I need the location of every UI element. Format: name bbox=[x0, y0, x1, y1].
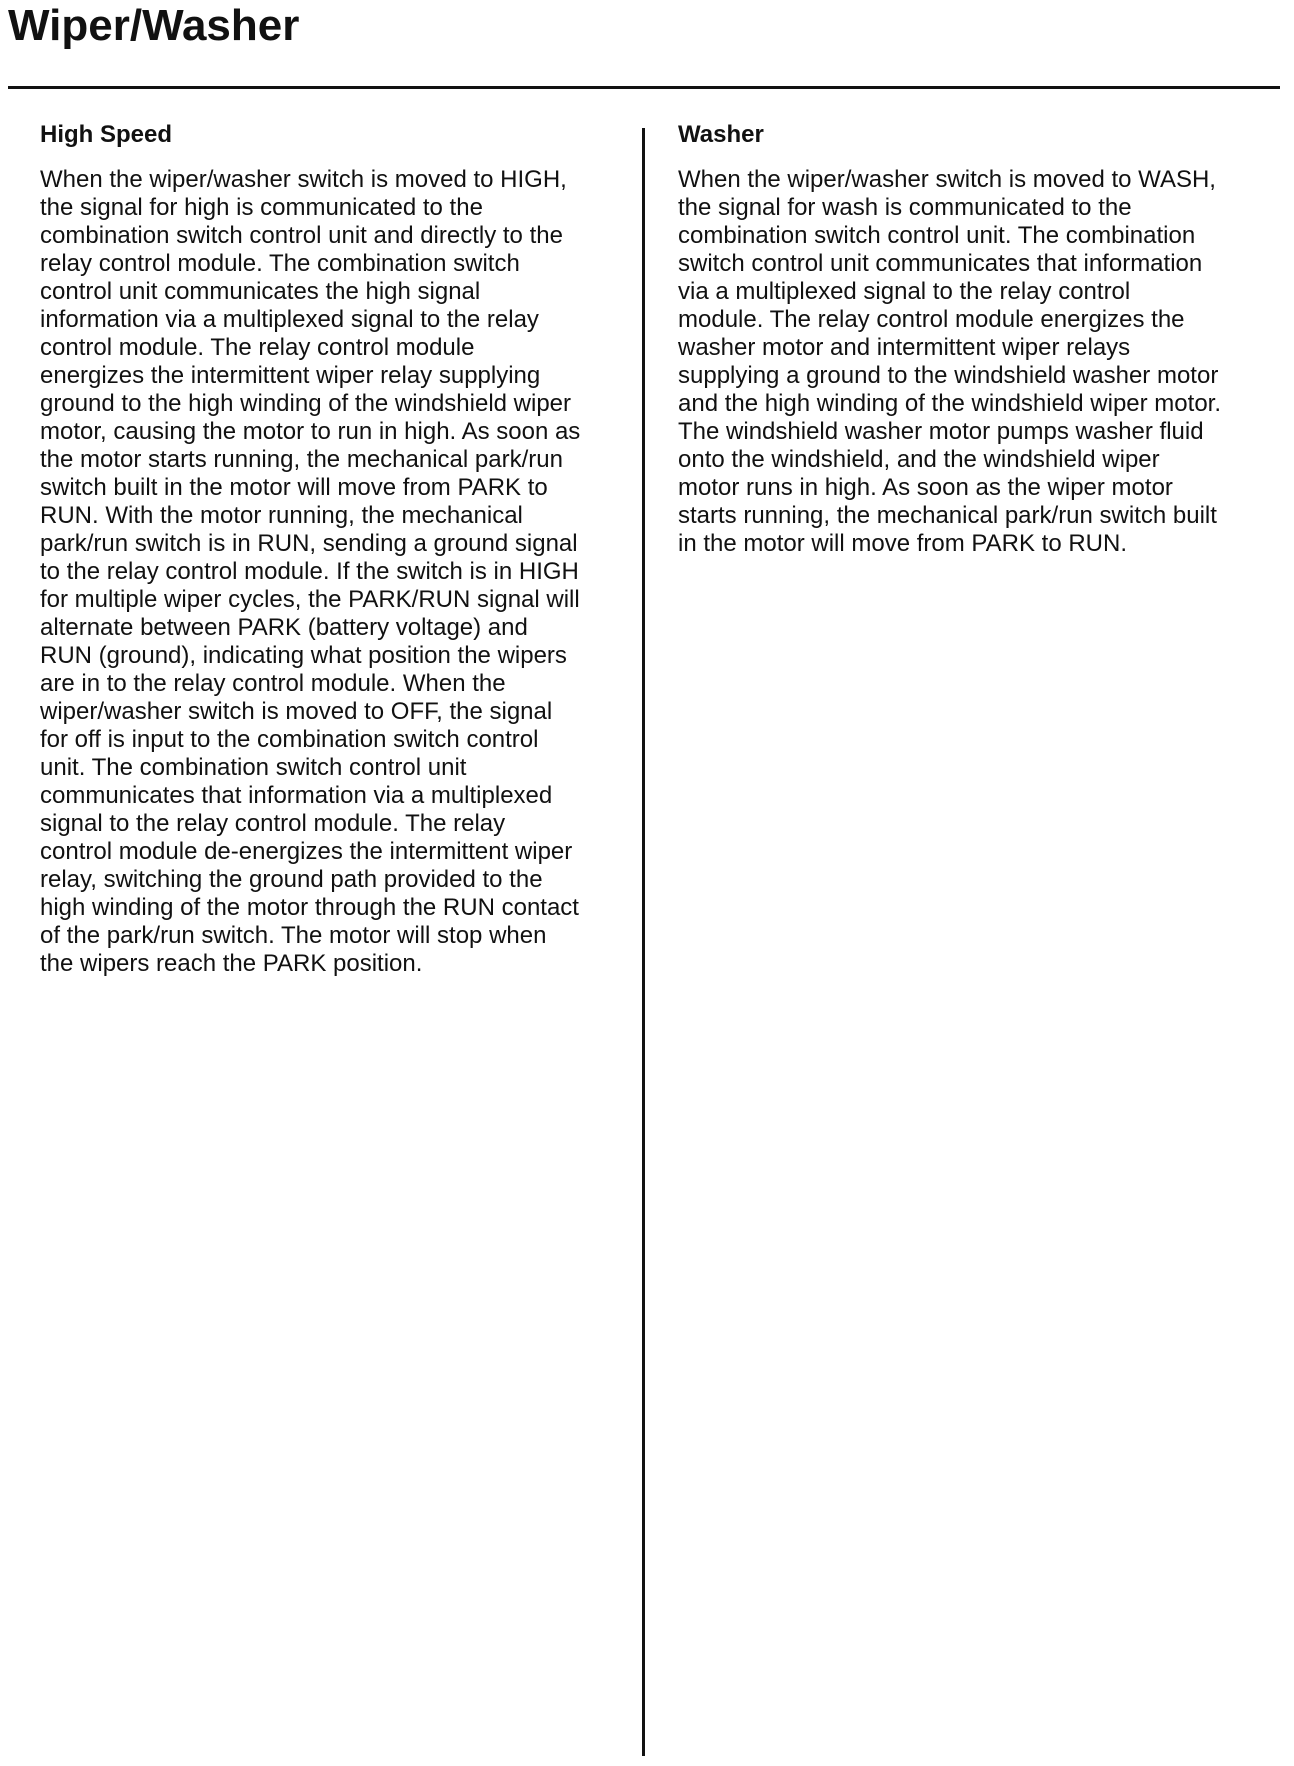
body-text-line: the motor starts running, the mechanical park/run bbox=[40, 446, 563, 473]
body-text-line: for multiple wiper cycles, the PARK/RUN signal will bbox=[40, 586, 580, 613]
washer-body bbox=[678, 166, 1278, 558]
body-text-line: washer motor and intermittent wiper relays bbox=[678, 334, 1131, 361]
high-speed-heading: High Speed bbox=[40, 121, 173, 148]
body-text-line: information via a multiplexed signal to the relay bbox=[40, 306, 539, 333]
body-text-line: motor, causing the motor to run in high. As soon as bbox=[40, 418, 581, 445]
body-text-line: of the park/run switch. The motor will stop when bbox=[40, 922, 547, 949]
body-text-line: switch control unit communicates that information bbox=[678, 250, 1203, 277]
body-text-line: RUN. With the motor running, the mechanical bbox=[40, 502, 523, 529]
body-text-line: control module. The relay control module bbox=[40, 334, 475, 361]
body-text-line: onto the windshield, and the windshield wiper bbox=[678, 446, 1160, 473]
body-text-line: control module de-energizes the intermittent wiper bbox=[40, 838, 573, 865]
body-text-line: switch built in the motor will move from PARK to bbox=[40, 474, 548, 501]
high-speed-section bbox=[40, 118, 620, 978]
body-text-line: starts running, the mechanical park/run switch built bbox=[678, 502, 1217, 529]
body-text-line: the signal for wash is communicated to the bbox=[678, 194, 1132, 221]
body-text-line: alternate between PARK (battery voltage) and bbox=[40, 614, 528, 641]
body-text-line: control unit communicates the high signal bbox=[40, 278, 481, 305]
body-text-line: in the motor will move from PARK to RUN. bbox=[678, 530, 1128, 557]
body-text-line: combination switch control unit and directly to the bbox=[40, 222, 563, 249]
body-text-line: unit. The combination switch control unit bbox=[40, 754, 467, 781]
high-speed-body bbox=[40, 166, 620, 978]
body-text-line: and the high winding of the windshield wiper motor. bbox=[678, 390, 1221, 417]
body-text-line: ground to the high winding of the windshield wiper bbox=[40, 390, 572, 417]
body-text-line: When the wiper/washer switch is moved to WASH, bbox=[678, 166, 1216, 193]
body-text-line: high winding of the motor through the RUN contact bbox=[40, 894, 579, 921]
body-text-line: communicates that information via a multiplexed bbox=[40, 782, 553, 809]
body-text-line: are in to the relay control module. When the bbox=[40, 670, 506, 697]
body-text-line: park/run switch is in RUN, sending a ground signal bbox=[40, 530, 578, 557]
body-text-line: signal to the relay control module. The relay bbox=[40, 810, 506, 837]
body-text-line: When the wiper/washer switch is moved to HIGH, bbox=[40, 166, 567, 193]
body-text-line: relay control module. The combination switch bbox=[40, 250, 520, 277]
body-text-line: wiper/washer switch is moved to OFF, the signal bbox=[40, 698, 553, 725]
washer-section bbox=[678, 118, 1278, 558]
body-text-line: module. The relay control module energizes the bbox=[678, 306, 1185, 333]
body-text-line: the wipers reach the PARK position. bbox=[40, 950, 423, 977]
body-text-line: relay, switching the ground path provided to the bbox=[40, 866, 543, 893]
body-text-line: supplying a ground to the windshield washer motor bbox=[678, 362, 1219, 389]
body-text-line: for off is input to the combination switch control bbox=[40, 726, 539, 753]
washer-heading: Washer bbox=[678, 121, 764, 148]
body-text-line: energizes the intermittent wiper relay supplying bbox=[40, 362, 541, 389]
body-text-line: The windshield washer motor pumps washer fluid bbox=[678, 418, 1204, 445]
body-text-line: RUN (ground), indicating what position the wipers bbox=[40, 642, 567, 669]
body-text-line: motor runs in high. As soon as the wiper motor bbox=[678, 474, 1173, 501]
page-title: Wiper/Washer bbox=[8, 1, 300, 50]
body-text-line: via a multiplexed signal to the relay control bbox=[678, 278, 1131, 305]
body-text-line: combination switch control unit. The combination bbox=[678, 222, 1196, 249]
column-divider bbox=[642, 128, 645, 1756]
title-divider bbox=[8, 86, 1280, 89]
body-text-line: the signal for high is communicated to the bbox=[40, 194, 483, 221]
body-text-line: to the relay control module. If the switch is in HIGH bbox=[40, 558, 579, 585]
